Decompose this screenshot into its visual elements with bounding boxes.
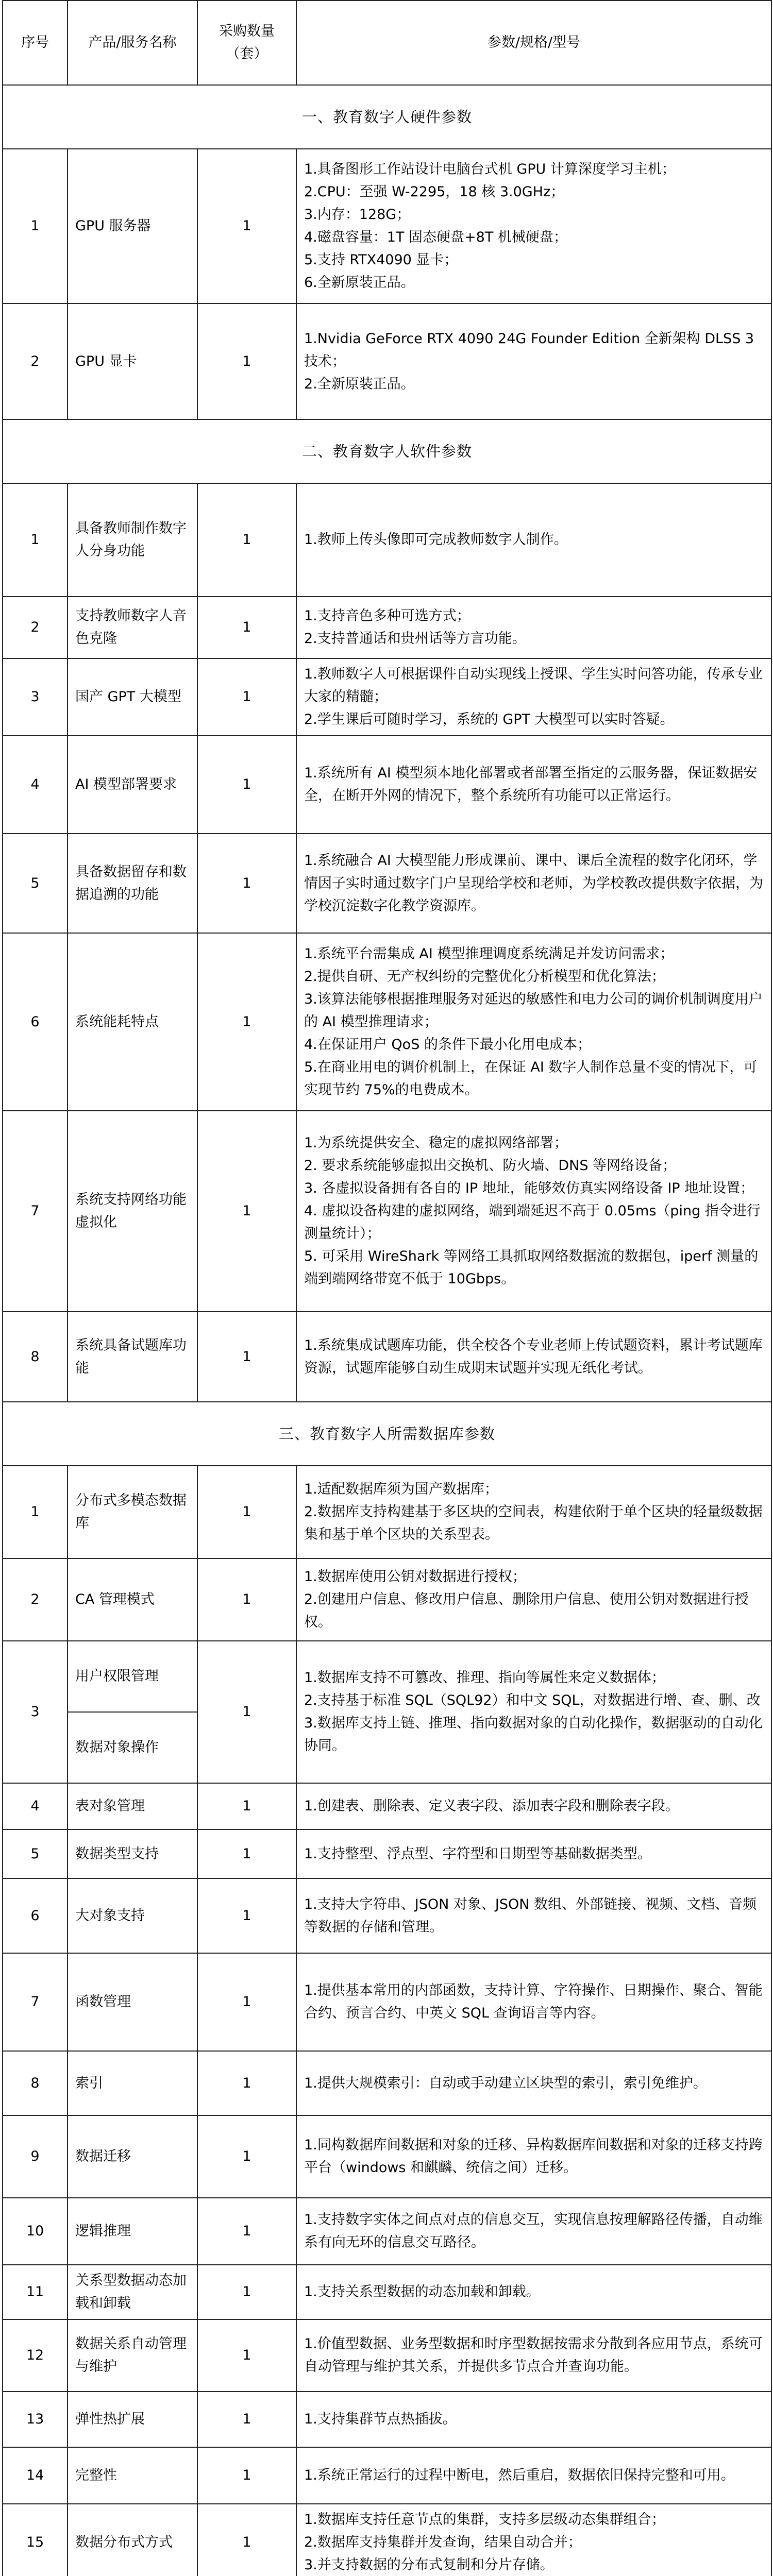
row-name: 完整性 (68, 2447, 197, 2504)
row-seq: 8 (3, 1312, 68, 1402)
row-params (296, 2392, 771, 2447)
row-qty: 1 (197, 658, 296, 736)
row-name: 分布式多模态数据库 (68, 1466, 197, 1558)
row-seq: 10 (3, 2198, 68, 2265)
row-params (296, 2447, 771, 2504)
row-name: AI 模型部署要求 (68, 736, 197, 834)
section-header-row (3, 419, 771, 483)
param-line: 1.适配数据库须为国产数据库； (304, 1481, 498, 1497)
table-row (3, 303, 771, 419)
table-row (3, 597, 771, 658)
row-name: GPU 显卡 (68, 303, 197, 419)
param-line: 2.数据库支持集群并发查询，结果自动合并； (304, 2534, 582, 2550)
row-name: 索引 (68, 2051, 197, 2115)
param-line: 1.数据库支持任意节点的集群，支持多层级动态集群组合； (304, 2512, 665, 2528)
param-line: 1.支持数字实体之间点对点的信息交互，实现信息按理解路径传播，自动维系有向无环的信息交互路径。 (304, 2212, 763, 2250)
row-params (296, 597, 771, 658)
row-seq: 2 (3, 303, 68, 419)
row-params (296, 1878, 771, 1953)
param-line: 1.系统正常运行的过程中断电，然后重启，数据依旧保持完整和可用。 (304, 2467, 735, 2483)
row-qty: 1 (197, 1783, 296, 1829)
row-name: 数据关系自动管理与维护 (68, 2319, 197, 2392)
param-line: 4.磁盘容量：1T 固态硬盘+8T 机械硬盘； (304, 229, 567, 245)
row-params (296, 303, 771, 419)
row-name: 数据分布式方式 (68, 2504, 197, 2576)
row-qty: 1 (197, 1953, 296, 2051)
row-name: 数据对象操作 (68, 1712, 197, 1783)
row-params (296, 2265, 771, 2319)
row-qty: 1 (197, 2447, 296, 2504)
row-seq: 1 (3, 483, 68, 597)
row-qty: 1 (197, 736, 296, 834)
row-seq: 11 (3, 2265, 68, 2319)
param-line: 1.系统所有 AI 模型须本地化部署或者部署至指定的云服务器，保证数据安全，在断开外网的情况下，整个系统所有功能可以正常运行。 (304, 765, 758, 804)
row-qty: 1 (197, 834, 296, 933)
table-row (3, 2198, 771, 2265)
param-line: 5.在商业用电的调价机制上，在保证 AI 数字人制作总量不变的情况下，可实现节约 75%的电费成本。 (304, 1059, 758, 1098)
row-name: 逻辑推理 (68, 2198, 197, 2265)
row-seq: 5 (3, 834, 68, 933)
row-qty: 1 (197, 1466, 296, 1558)
table-row (3, 2265, 771, 2319)
row-qty: 1 (197, 483, 296, 597)
header-params: 参数/规格/型号 (296, 1, 771, 85)
row-seq: 1 (3, 1466, 68, 1558)
row-qty: 1 (197, 933, 296, 1111)
row-qty: 1 (197, 2319, 296, 2392)
row-qty: 1 (197, 1829, 296, 1878)
row-seq: 3 (3, 658, 68, 736)
param-line: 1.教师上传头像即可完成教师数字人制作。 (304, 532, 568, 548)
param-line: 1.价值型数据、业务型数据和时序型数据按需求分散到各应用节点，系统可自动管理与维护其关系，并提供多节点合并查询功能。 (304, 2336, 763, 2375)
table-row (3, 1466, 771, 1558)
row-qty: 1 (197, 1558, 296, 1641)
row-name: 系统支持网络功能虚拟化 (68, 1111, 197, 1312)
row-params (296, 736, 771, 834)
param-line: 1.数据库支持不可篡改、推理、指向等属性来定义数据体； (304, 1670, 665, 1686)
param-line: 5.支持 RTX4090 显卡； (304, 252, 458, 268)
row-qty: 1 (197, 2504, 296, 2576)
row-name: 数据类型支持 (68, 1829, 197, 1878)
row-seq: 7 (3, 1111, 68, 1312)
section-header-row (3, 1402, 771, 1466)
row-seq: 8 (3, 2051, 68, 2115)
table-row (3, 834, 771, 933)
table-row (3, 1953, 771, 2051)
row-name: 系统能耗特点 (68, 933, 197, 1111)
row-name: 大对象支持 (68, 1878, 197, 1953)
row-params (296, 1466, 771, 1558)
row-seq: 2 (3, 1558, 68, 1641)
table-row (3, 1878, 771, 1953)
param-line: 1.支持整型、浮点型、字符型和日期型等基础数据类型。 (304, 1845, 651, 1862)
row-qty: 1 (197, 597, 296, 658)
row-name: 支持教师数字人音色克隆 (68, 597, 197, 658)
table-row (3, 1783, 771, 1829)
row-seq: 4 (3, 736, 68, 834)
param-line: 2.学生课后可随时学习，系统的 GPT 大模型可以实时答疑。 (304, 711, 674, 727)
param-line: 1.为系统提供安全、稳定的虚拟网络部署； (304, 1135, 568, 1151)
row-qty: 1 (197, 2265, 296, 2319)
section-title: 二、教育数字人软件参数 (3, 419, 771, 483)
row-params (296, 149, 771, 303)
section-title: 三、教育数字人所需数据库参数 (3, 1402, 771, 1466)
row-qty: 1 (197, 303, 296, 419)
row-name: 函数管理 (68, 1953, 197, 2051)
row-seq: 9 (3, 2115, 68, 2198)
table-row (3, 483, 771, 597)
row-seq: 15 (3, 2504, 68, 2576)
param-line: 1.支持大字符串、JSON 对象、JSON 数组、外部链接、视频、文档、音频等数据的存储和管理。 (304, 1896, 757, 1935)
table-row (3, 933, 771, 1111)
table-row (3, 1558, 771, 1641)
table-row (3, 2115, 771, 2198)
row-qty: 1 (197, 2115, 296, 2198)
row-qty: 1 (197, 1878, 296, 1953)
row-seq: 4 (3, 1783, 68, 1829)
param-line: 1.创建表、删除表、定义表字段、添加表字段和删除表字段。 (304, 1798, 679, 1814)
row-qty: 1 (197, 2051, 296, 2115)
row-seq: 13 (3, 2392, 68, 2447)
row-params (296, 1953, 771, 2051)
header-qty: 采购数量（套） (197, 1, 296, 85)
row-params (296, 1783, 771, 1829)
table-row (3, 2392, 771, 2447)
row-name: 数据迁移 (68, 2115, 197, 2198)
param-line: 5. 可采用 WireShark 等网络工具抓取网络数据流的数据包，iperf 测量的端到端网络带宽不低于 10Gbps。 (304, 1248, 759, 1287)
param-line: 2.提供自研、无产权纠纷的完整优化分析模型和优化算法； (304, 968, 665, 985)
row-seq: 3 (3, 1641, 68, 1783)
row-name: CA 管理模式 (68, 1558, 197, 1641)
row-seq: 5 (3, 1829, 68, 1878)
param-line: 2.支持基于标准 SQL（SQL92）和中文 SQL，对数据进行增、查、删、改 (304, 1692, 761, 1708)
param-line: 1.支持音色多种可选方式； (304, 608, 470, 624)
param-line: 3.并支持数据的分布式复制和分片存储。 (304, 2557, 554, 2573)
row-params (296, 1829, 771, 1878)
param-line: 3.内存：128G； (304, 207, 411, 223)
table-row (3, 1312, 771, 1402)
row-qty: 1 (197, 2392, 296, 2447)
row-name: 弹性热扩展 (68, 2392, 197, 2447)
param-line: 1.具备图形工作站设计电脑台式机 GPU 计算深度学习主机； (304, 161, 676, 177)
row-params (296, 1641, 771, 1783)
param-line: 2.创建用户信息、修改用户信息、删除用户信息、使用公钥对数据进行授权。 (304, 1591, 749, 1630)
row-params (296, 2504, 771, 2576)
row-seq: 2 (3, 597, 68, 658)
row-params (296, 2115, 771, 2198)
spec-table-body (3, 85, 771, 2576)
row-name: 具备教师制作数字人分身功能 (68, 483, 197, 597)
table-row (3, 1641, 771, 1712)
param-line: 1.Nvidia GeForce RTX 4090 24G Founder Edition 全新架构 DLSS 3 技术； (304, 330, 754, 369)
param-line: 1.提供基本常用的内部函数，支持计算、字符操作、日期操作、聚合、智能合约、预言合约、中英文 SQL 查询语言等内容。 (304, 1982, 763, 2021)
row-params (296, 2319, 771, 2392)
row-seq: 6 (3, 1878, 68, 1953)
row-params (296, 834, 771, 933)
param-line: 1.同构数据库间数据和对象的迁移、异构数据库间数据和对象的迁移支持跨平台（windows 和麒麟、统信之间）迁移。 (304, 2137, 763, 2176)
table-row (3, 2319, 771, 2392)
row-params (296, 933, 771, 1111)
param-line: 4.在保证用户 QoS 的条件下最小化用电成本； (304, 1036, 591, 1053)
param-line: 1.系统融合 AI 大模型能力形成课前、课中、课后全流程的数字化闭环，学情因子实时通过数字门户呈现给学校和老师，为学校教改提供数字依据，为学校沉淀数字化教学资源库。 (304, 852, 763, 914)
param-line: 6.全新原装正品。 (304, 275, 415, 291)
row-qty: 1 (197, 1312, 296, 1402)
row-seq: 7 (3, 1953, 68, 2051)
param-line: 2. 要求系统能够虚拟出交换机、防火墙、DNS 等网络设备； (304, 1158, 677, 1174)
table-row (3, 149, 771, 303)
section-header-row (3, 85, 771, 149)
table-row (3, 658, 771, 736)
row-params (296, 2198, 771, 2265)
row-seq: 6 (3, 933, 68, 1111)
row-seq: 1 (3, 149, 68, 303)
param-line: 1.支持集群节点热插拔。 (304, 2411, 457, 2427)
table-row (3, 1829, 771, 1878)
param-line: 1.系统集成试题库功能，供全校各个专业老师上传试题资料，累计考试题库资源，试题库能够自动生成期末试题并实现无纸化考试。 (304, 1337, 763, 1376)
param-line: 1.教师数字人可根据课件自动实现线上授课、学生实时问答功能，传承专业大家的精髓； (304, 666, 763, 705)
row-qty: 1 (197, 2198, 296, 2265)
header-row (3, 1, 771, 85)
row-name: 关系型数据动态加载和卸载 (68, 2265, 197, 2319)
param-line: 2.全新原装正品。 (304, 376, 415, 392)
row-seq: 12 (3, 2319, 68, 2392)
table-row (3, 736, 771, 834)
row-params (296, 2051, 771, 2115)
row-params (296, 1312, 771, 1402)
row-params (296, 1558, 771, 1641)
table-row (3, 2504, 771, 2576)
table-row (3, 2051, 771, 2115)
section-title: 一、教育数字人硬件参数 (3, 85, 771, 149)
row-qty: 1 (197, 1111, 296, 1312)
row-qty: 1 (197, 1641, 296, 1783)
row-name: 系统具备试题库功能 (68, 1312, 197, 1402)
header-name: 产品/服务名称 (68, 1, 197, 85)
row-name: 表对象管理 (68, 1783, 197, 1829)
row-params (296, 658, 771, 736)
row-name: 国产 GPT 大模型 (68, 658, 197, 736)
header-seq: 序号 (3, 1, 68, 85)
param-line: 3.该算法能够根据推理服务对延迟的敏感性和电力公司的调价机制调度用户的 AI 模型推理请求； (304, 991, 763, 1030)
param-line: 1.系统平台需集成 AI 模型推理调度系统满足并发访问需求； (304, 945, 674, 962)
param-line: 3.数据库支持上链、推理、指向数据对象的自动化操作，数据驱动的自动化协同。 (304, 1715, 763, 1754)
row-name: 用户权限管理 (68, 1641, 197, 1712)
param-line: 2.CPU：至强 W-2295，18 核 3.0GHz； (304, 184, 565, 200)
spec-table (2, 0, 772, 2576)
row-params (296, 1111, 771, 1312)
table-row (3, 1111, 771, 1312)
param-line: 1.提供大规模索引：自动或手动建立区块型的索引，索引免维护。 (304, 2075, 707, 2091)
param-line: 1.支持关系型数据的动态加载和卸载。 (304, 2284, 540, 2300)
row-qty: 1 (197, 149, 296, 303)
param-line: 1.数据库使用公钥对数据进行授权； (304, 1569, 526, 1585)
row-params (296, 483, 771, 597)
param-line: 2.数据库支持构建基于多区块的空间表，构建依附于单个区块的轻量级数据集和基于单个区块的关系型表。 (304, 1504, 763, 1543)
param-line: 3. 各虚拟设备拥有各自的 IP 地址，能够效仿真实网络设备 IP 地址设置； (304, 1180, 754, 1196)
row-name: GPU 服务器 (68, 149, 197, 303)
row-seq: 14 (3, 2447, 68, 2504)
table-row (3, 2447, 771, 2504)
param-line: 4. 虚拟设备构建的虚拟网络，端到端延迟不高于 0.05ms（ping 指令进行测量统计）； (304, 1203, 761, 1242)
row-name: 具备数据留存和数据追溯的功能 (68, 834, 197, 933)
param-line: 2.支持普通话和贵州话等方言功能。 (304, 631, 526, 647)
